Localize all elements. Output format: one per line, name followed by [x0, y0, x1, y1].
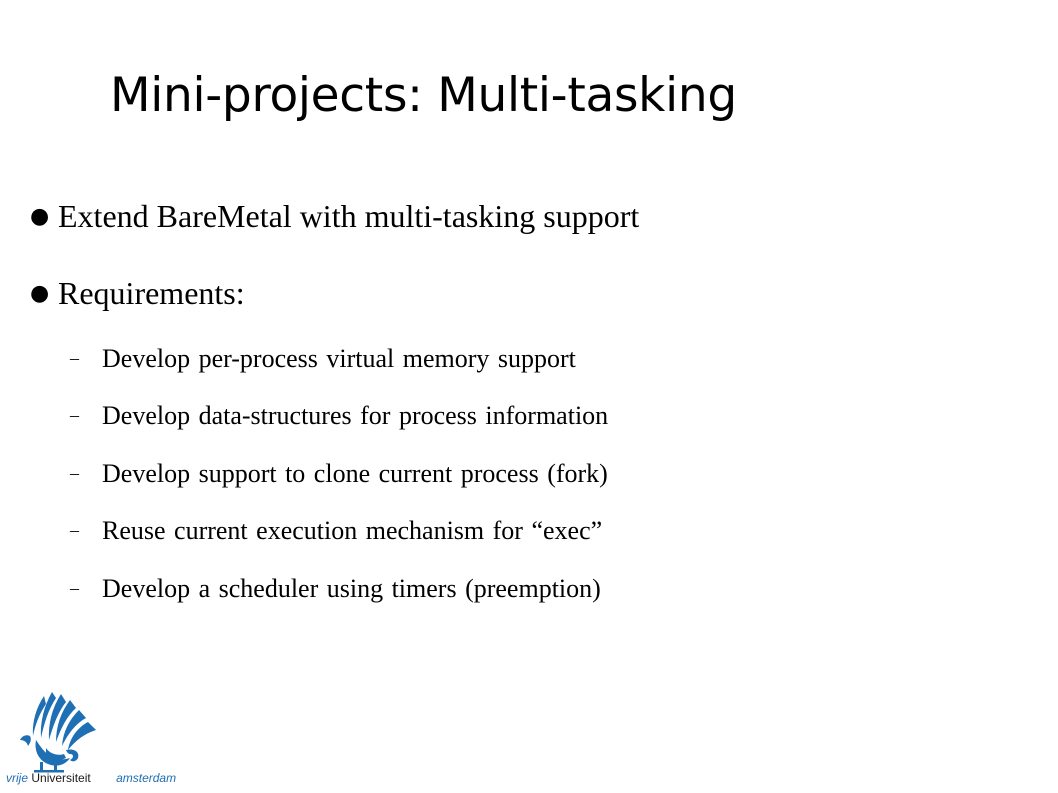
bullet-glyph: ●: [30, 204, 50, 229]
dash-glyph: –: [70, 578, 79, 598]
dash-glyph: –: [70, 348, 79, 368]
bullet-text: Extend BareMetal with multi-tasking support: [58, 198, 640, 234]
sub-bullet-text: Develop a scheduler using timers (preemption): [102, 574, 601, 603]
logo-word-amsterdam: amsterdam: [116, 771, 177, 785]
sub-bullet-text: Develop data-structures for process information: [102, 401, 609, 430]
bullet-glyph: ●: [30, 281, 50, 306]
sub-bullet-item: [70, 399, 608, 432]
sub-bullet-item: [70, 342, 576, 375]
university-name: [6, 771, 176, 785]
sub-bullet-text: Develop support to clone current process (fork): [102, 459, 608, 488]
sub-bullet-item: [70, 457, 608, 490]
bullet-text: Requirements:: [58, 275, 245, 311]
dash-glyph: –: [70, 405, 79, 425]
sub-bullet-item: [70, 514, 602, 547]
bullet-item: [30, 196, 639, 237]
bullet-item: [30, 273, 245, 314]
dash-glyph: –: [70, 463, 79, 483]
logo-word-vrije: vrije: [6, 771, 29, 785]
sub-bullet-text: Develop per-process virtual memory support: [102, 344, 576, 373]
logo-word-universiteit: Universiteit: [31, 771, 91, 785]
sub-bullet-text: Reuse current execution mechanism for “exec”: [102, 516, 603, 545]
sub-bullet-item: [70, 572, 601, 605]
slide-title: Mini-projects: Multi-tasking: [110, 68, 737, 123]
dash-glyph: –: [70, 520, 79, 540]
